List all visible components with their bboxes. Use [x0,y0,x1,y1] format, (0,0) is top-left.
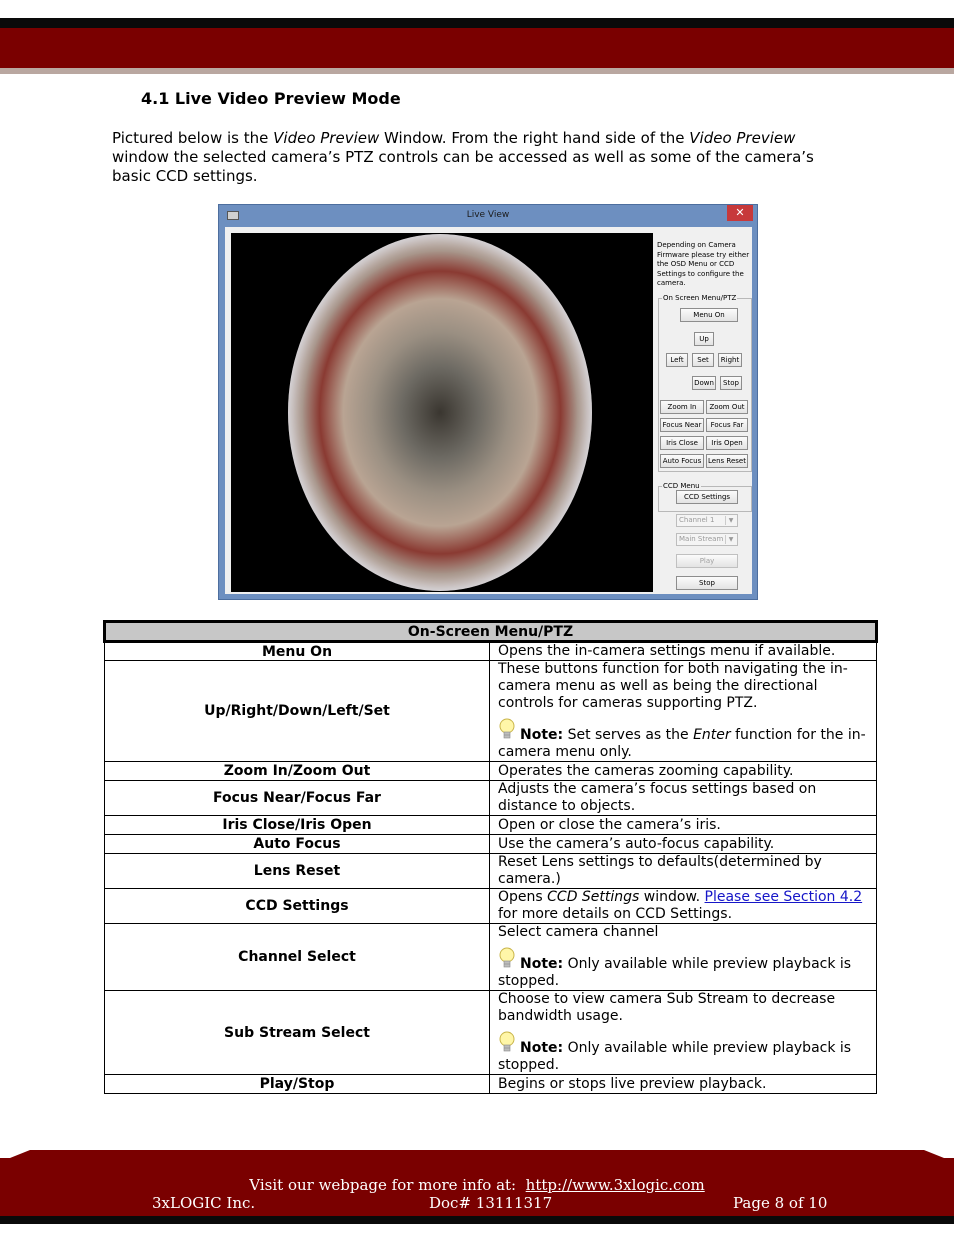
row-description [490,924,877,991]
focus-far-button[interactable]: Focus Far [706,418,748,432]
down-button[interactable]: Down [692,376,716,390]
row-key: Lens Reset [105,854,490,889]
osd-ptz-group-label: On Screen Menu/PTZ [663,294,737,302]
row-key: CCD Settings [105,889,490,924]
intro-text-2: Window. From the right hand side of the [379,129,690,147]
table-row [105,781,877,816]
table-row [105,924,877,991]
left-button[interactable]: Left [666,353,688,367]
play-button[interactable]: Play [676,554,738,568]
header-gray-band [0,68,954,74]
window-title: Live View [466,210,510,220]
auto-focus-button[interactable]: Auto Focus [660,454,704,468]
table-row [105,835,877,854]
row-key: Channel Select [105,924,490,991]
section-4-2-link[interactable]: Please see Section 4.2 [704,889,863,905]
footer-black-band [0,1216,954,1224]
table-row [105,889,877,924]
footer-doc-number: Doc# 13111317 [429,1194,553,1212]
row-description: Begins or stops live preview playback. [490,1075,877,1094]
lightbulb-icon [498,1031,516,1055]
header-red-band [0,28,954,68]
header-black-band [0,18,954,28]
footer-visit-text: Visit our webpage for more info at: [249,1176,517,1194]
row-key: Auto Focus [105,835,490,854]
right-button[interactable]: Right [718,353,742,367]
zoom-out-button[interactable]: Zoom Out [706,400,748,414]
footer-page-number: Page 8 of 10 [733,1194,828,1212]
footer-url-link[interactable]: http://www.3xlogic.com [525,1176,705,1194]
stream-select-value: Main Stream [679,535,724,543]
stop-button[interactable]: Stop [676,576,738,590]
row-description [490,991,877,1075]
menu-on-button[interactable]: Menu On [680,308,738,322]
window-titlebar [219,205,757,227]
row-description: Operates the cameras zooming capability. [490,762,877,781]
ptz-controls-table [103,620,878,1094]
table-header-row [105,622,877,642]
row-description [490,661,877,762]
table-header: On-Screen Menu/PTZ [105,622,877,642]
row-key: Sub Stream Select [105,991,490,1075]
note-text: Only available while preview playback is stopped. [498,1040,852,1073]
up-button[interactable]: Up [694,332,714,346]
close-icon[interactable]: ✕ [727,205,753,221]
table-row [105,1075,877,1094]
lightbulb-icon [498,718,516,742]
stop-ptz-button[interactable]: Stop [720,376,742,390]
row-description-text: Choose to view camera Sub Stream to decrease bandwidth usage. [498,991,836,1024]
desc-emphasis: CCD Settings [547,889,640,905]
firmware-note: Depending on Camera Firmware please try either the OSD Menu or CCD Settings to configure the camera. [657,241,750,287]
row-note [498,1031,870,1074]
note-label: Note: [520,1040,564,1056]
iris-open-button[interactable]: Iris Open [706,436,748,450]
section-title: Live Video Preview Mode [174,89,401,108]
video-preview [231,233,653,592]
intro-text-3: window the selected camera’s PTZ controls can be accessed as well as some of the camera’s basic CCD settings. [112,148,814,185]
table-row [105,816,877,835]
note-text-2: function for the in-camera menu only. [498,727,866,760]
note-label: Note: [520,727,564,743]
table-row [105,854,877,889]
lightbulb-icon [498,947,516,971]
chevron-down-icon: ▼ [725,535,736,544]
row-description: Open or close the camera’s iris. [490,816,877,835]
desc-text-1: Opens [498,889,548,905]
table-row [105,991,877,1075]
note-text: Only available while preview playback is stopped. [498,956,852,989]
lens-reset-button[interactable]: Lens Reset [706,454,748,468]
row-key: Iris Close/Iris Open [105,816,490,835]
note-emphasis: Enter [693,727,731,743]
row-key: Menu On [105,642,490,661]
window-client [225,227,752,594]
channel-select[interactable] [676,514,738,527]
desc-text-2: window. [639,889,705,905]
row-note [498,947,870,990]
intro-text-1: Pictured below is the [112,129,274,147]
chevron-down-icon: ▼ [725,516,736,525]
row-description: Adjusts the camera’s focus settings based on distance to objects. [490,781,877,816]
footer-visit-line [0,1176,954,1194]
row-description-text: These buttons function for both navigating the in-camera menu as well as being the directional controls for cameras supporting PTZ. [498,661,848,711]
intro-paragraph [112,129,852,186]
note-text-1: Set serves as the [563,727,694,743]
table-row [105,661,877,762]
row-description-text: Select camera channel [498,924,659,940]
set-button[interactable]: Set [692,353,714,367]
channel-select-value: Channel 1 [679,516,715,524]
intro-emphasis-1: Video Preview [273,129,380,147]
fisheye-vignette [288,234,592,591]
ccd-settings-button[interactable]: CCD Settings [676,490,738,504]
table-row [105,762,877,781]
row-description: Use the camera’s auto-focus capability. [490,835,877,854]
ccd-menu-group-label: CCD Menu [663,482,700,490]
section-number: 4.1 [141,89,170,108]
row-key: Up/Right/Down/Left/Set [105,661,490,762]
focus-near-button[interactable]: Focus Near [660,418,704,432]
table-row [105,642,877,661]
row-key: Focus Near/Focus Far [105,781,490,816]
zoom-in-button[interactable]: Zoom In [660,400,704,414]
row-description: Reset Lens settings to defaults(determined by camera.) [490,854,877,889]
row-description: Opens the in-camera settings menu if available. [490,642,877,661]
iris-close-button[interactable]: Iris Close [660,436,704,450]
stream-select[interactable] [676,533,738,546]
live-view-window [218,204,758,600]
row-key: Zoom In/Zoom Out [105,762,490,781]
note-label: Note: [520,956,564,972]
section-heading [141,89,401,108]
row-description [490,889,877,924]
footer-company: 3xLOGIC Inc. [152,1194,256,1212]
row-note [498,718,870,761]
row-key: Play/Stop [105,1075,490,1094]
intro-emphasis-2: Video Preview [689,129,796,147]
desc-text-3: for more details on CCD Settings. [498,906,733,922]
